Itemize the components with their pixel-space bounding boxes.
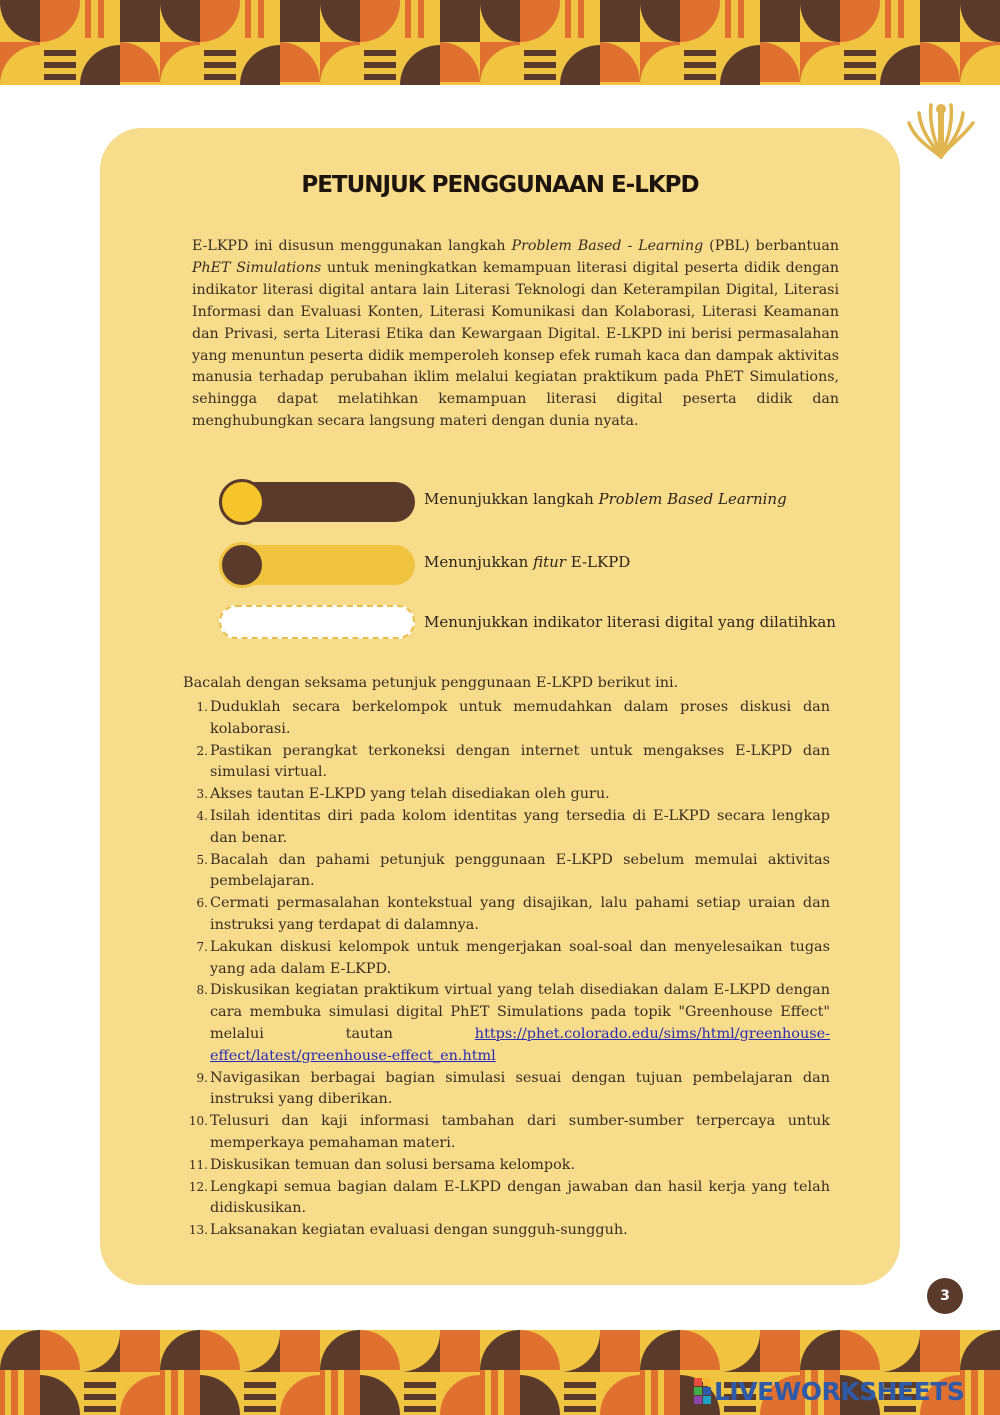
legend-pbl-label: Menunjukkan langkah Problem Based Learning [424, 490, 787, 508]
list-item: 4. Isilah identitas diri pada kolom identitas yang tersedia di E-LKPD secara lengkap dan benar. [196, 807, 830, 846]
list-item: 7. Lakukan diskusi kelompok untuk mengerjakan soal-soal dan menyelesaikan tugas yang ada dalam E-LKPD. [196, 938, 830, 977]
intro-text-1: E-LKPD ini disusun menggunakan langkah [192, 238, 512, 254]
indikator-pill [219, 605, 415, 639]
page-title: PETUNJUK PENGGUNAAN E-LKPD [301, 172, 699, 198]
list-item: 12. Lengkapi semua bagian dalam E-LKPD dengan jawaban dan hasil kerja yang telah didiskusikan. [188, 1178, 830, 1217]
legend-fitur-label: Menunjukkan fitur E-LKPD [424, 553, 631, 571]
liveworksheets-logo-icon [694, 1378, 711, 1404]
list-item: 9. Navigasikan berbagai bagian simulasi sesuai dengan tujuan pembelajaran dan instruksi yang diberikan. [196, 1069, 830, 1108]
list-item: 6. Cermati permasalahan kontekstual yang disajikan, lalu pahami setiap uraian dan instruksi yang terdapat di dalamnya. [196, 895, 830, 933]
intro-text-3: untuk meningkatkan kemampuan literasi digital peserta didik dengan indikator literasi digital antara lain Literasi Teknologi dan Keterampilan Digital, Literasi Informasi dan Evaluasi Konten, Literasi Komunikasi dan Kolaborasi, Literasi Keamanan dan Privasi, serta Literasi Etika dan Kewargaan Digital. E-LKPD ini berisi permasalahan yang menuntun peserta didik memperoleh konsep efek rumah kaca dan dampak aktivitas manusia terhadap perubahan iklim melalui kegiatan praktikum pada PhET Simulations, sehingga dapat melatihkan kemampuan literasi digital peserta didik dan menghubungkan secara langsung materi dengan dunia nyata. [192, 259, 839, 430]
intro-text-2: (PBL) berbantuan [703, 238, 839, 254]
pill-knob [219, 479, 265, 525]
legend-indikator-label: Menunjukkan indikator literasi digital yang dilatihkan [424, 613, 836, 631]
phet-link[interactable]: https://phet.colorado.edu/sims/html/greenhouse-effect/latest/greenhouse-effect_en.html [210, 1025, 830, 1064]
geometric-pattern [0, 0, 1000, 85]
instructions-lead: Bacalah dengan seksama petunjuk penggunaan E-LKPD berikut ini. [183, 675, 679, 691]
fitur-pill [219, 545, 415, 585]
university-emblem-icon [905, 97, 977, 159]
list-item: 2. Pastikan perangkat terkoneksi dengan internet untuk mengakses E-LKPD dan simulasi virtual. [196, 742, 830, 781]
list-item: 13. Laksanakan kegiatan evaluasi dengan sungguh-sungguh. [188, 1222, 628, 1239]
top-decorative-band [0, 0, 1000, 85]
page-number-badge: 3 [927, 1278, 963, 1314]
pill-knob [219, 542, 265, 588]
steps-list [182, 697, 830, 1242]
list-item: 3. Akses tautan E-LKPD yang telah disediakan oleh guru. [196, 786, 610, 803]
list-item: 5. Bacalah dan pahami petunjuk penggunaan E-LKPD sebelum memulai aktivitas pembelajaran. [196, 851, 830, 890]
intro-emphasis-phet: PhET Simulations [192, 259, 322, 276]
list-item: 10. Telusuri dan kaji informasi tambahan dari sumber-sumber terpercaya untuk memperkaya pemahaman materi. [188, 1113, 830, 1151]
pbl-step-pill [219, 482, 415, 522]
list-item: 8. Diskusikan kegiatan praktikum virtual yang telah disediakan dalam E-LKPD dengan cara membuka simulasi digital PhET Simulations pada topik "Greenhouse Effect" melalui tautan https://phet.colorado.edu/sims/html/greenhouse-effect/latest/greenhouse-effect_en.html [196, 982, 830, 1064]
intro-emphasis-pbl: Problem Based - Learning [511, 238, 704, 254]
liveworksheets-watermark [694, 1376, 964, 1406]
list-item: 1. Duduklah secara berkelompok untuk memudahkan dalam proses diskusi dan kolaborasi. [196, 699, 830, 737]
intro-paragraph [192, 236, 839, 433]
watermark-text: LIVEWORKSHEETS [714, 1376, 965, 1406]
list-item: 11. Diskusikan temuan dan solusi bersama kelompok. [188, 1156, 576, 1173]
